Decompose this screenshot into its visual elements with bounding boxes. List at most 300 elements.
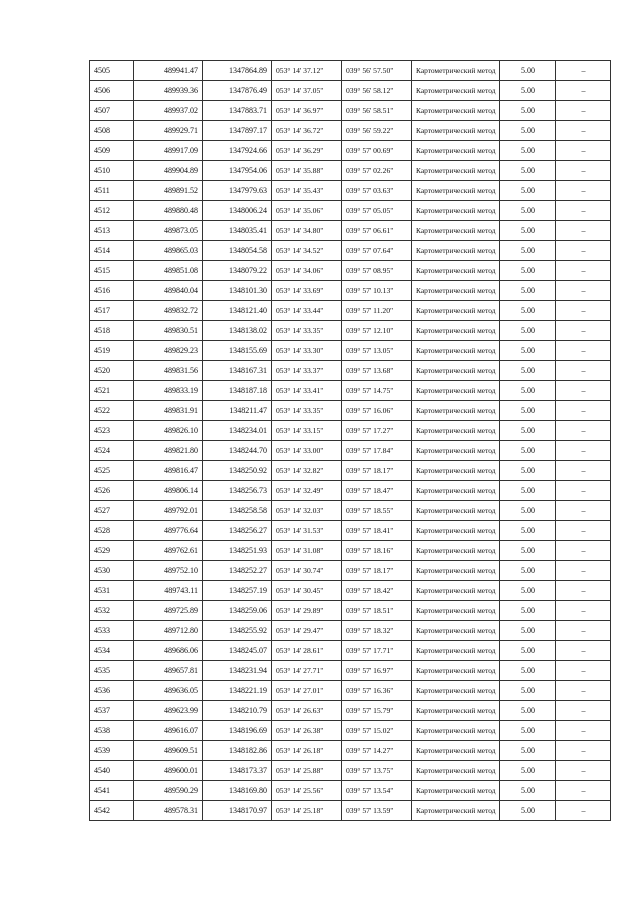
table-row [90,401,611,421]
note-cell: – [556,501,611,521]
latitude-cell: 053° 14' 33.37" [272,361,342,381]
latitude-cell: 053° 14' 28.61" [272,641,342,661]
x-coordinate-cell: 489937.02 [134,101,203,121]
x-coordinate-cell: 489616.07 [134,721,203,741]
note-cell: – [556,641,611,661]
note-cell: – [556,761,611,781]
error-cell: 5.00 [500,701,556,721]
table-row [90,261,611,281]
note-cell: – [556,401,611,421]
x-coordinate-cell: 489941.47 [134,61,203,81]
x-coordinate-cell: 489636.05 [134,681,203,701]
longitude-cell: 039° 57' 18.47" [342,481,412,501]
point-number-cell: 4542 [90,801,134,821]
longitude-cell: 039° 57' 14.75" [342,381,412,401]
error-cell: 5.00 [500,361,556,381]
x-coordinate-cell: 489880.48 [134,201,203,221]
y-coordinate-cell: 1348250.92 [203,461,272,481]
method-cell: Картометрический метод [412,481,500,501]
x-coordinate-cell: 489600.01 [134,761,203,781]
point-number-cell: 4541 [90,781,134,801]
point-number-cell: 4531 [90,581,134,601]
note-cell: – [556,161,611,181]
error-cell: 5.00 [500,261,556,281]
method-cell: Картометрический метод [412,401,500,421]
longitude-cell: 039° 57' 11.20" [342,301,412,321]
note-cell: – [556,581,611,601]
method-cell: Картометрический метод [412,761,500,781]
note-cell: – [556,701,611,721]
point-number-cell: 4527 [90,501,134,521]
table-row [90,701,611,721]
point-number-cell: 4529 [90,541,134,561]
point-number-cell: 4524 [90,441,134,461]
error-cell: 5.00 [500,501,556,521]
method-cell: Картометрический метод [412,181,500,201]
longitude-cell: 039° 56' 58.12" [342,81,412,101]
latitude-cell: 053° 14' 31.08" [272,541,342,561]
longitude-cell: 039° 57' 13.59" [342,801,412,821]
error-cell: 5.00 [500,801,556,821]
longitude-cell: 039° 56' 57.50" [342,61,412,81]
table-row [90,341,611,361]
method-cell: Картометрический метод [412,501,500,521]
latitude-cell: 053° 14' 35.88" [272,161,342,181]
table-row [90,641,611,661]
x-coordinate-cell: 489806.14 [134,481,203,501]
longitude-cell: 039° 57' 10.13" [342,281,412,301]
error-cell: 5.00 [500,121,556,141]
y-coordinate-cell: 1347864.89 [203,61,272,81]
latitude-cell: 053° 14' 25.88" [272,761,342,781]
y-coordinate-cell: 1348101.30 [203,281,272,301]
latitude-cell: 053° 14' 35.43" [272,181,342,201]
error-cell: 5.00 [500,161,556,181]
error-cell: 5.00 [500,621,556,641]
method-cell: Картометрический метод [412,81,500,101]
x-coordinate-cell: 489725.89 [134,601,203,621]
longitude-cell: 039° 57' 14.27" [342,741,412,761]
latitude-cell: 053° 14' 33.35" [272,321,342,341]
y-coordinate-cell: 1348079.22 [203,261,272,281]
error-cell: 5.00 [500,601,556,621]
longitude-cell: 039° 57' 18.51" [342,601,412,621]
x-coordinate-cell: 489831.56 [134,361,203,381]
point-number-cell: 4530 [90,561,134,581]
error-cell: 5.00 [500,541,556,561]
error-cell: 5.00 [500,421,556,441]
note-cell: – [556,101,611,121]
table-row [90,421,611,441]
y-coordinate-cell: 1348258.58 [203,501,272,521]
longitude-cell: 039° 57' 15.02" [342,721,412,741]
longitude-cell: 039° 57' 18.17" [342,461,412,481]
x-coordinate-cell: 489891.52 [134,181,203,201]
method-cell: Картометрический метод [412,381,500,401]
y-coordinate-cell: 1348211.47 [203,401,272,421]
method-cell: Картометрический метод [412,101,500,121]
longitude-cell: 039° 57' 16.97" [342,661,412,681]
latitude-cell: 053° 14' 31.53" [272,521,342,541]
x-coordinate-cell: 489821.80 [134,441,203,461]
note-cell: – [556,621,611,641]
latitude-cell: 053° 14' 36.72" [272,121,342,141]
y-coordinate-cell: 1347897.17 [203,121,272,141]
error-cell: 5.00 [500,241,556,261]
longitude-cell: 039° 57' 13.75" [342,761,412,781]
error-cell: 5.00 [500,281,556,301]
table-row [90,781,611,801]
y-coordinate-cell: 1348259.06 [203,601,272,621]
error-cell: 5.00 [500,441,556,461]
y-coordinate-cell: 1348256.27 [203,521,272,541]
point-number-cell: 4509 [90,141,134,161]
point-number-cell: 4508 [90,121,134,141]
error-cell: 5.00 [500,521,556,541]
table-row [90,121,611,141]
note-cell: – [556,661,611,681]
y-coordinate-cell: 1348221.19 [203,681,272,701]
x-coordinate-cell: 489929.71 [134,121,203,141]
point-number-cell: 4513 [90,221,134,241]
latitude-cell: 053° 14' 26.18" [272,741,342,761]
x-coordinate-cell: 489904.89 [134,161,203,181]
point-number-cell: 4512 [90,201,134,221]
point-number-cell: 4540 [90,761,134,781]
longitude-cell: 039° 57' 07.64" [342,241,412,261]
longitude-cell: 039° 57' 12.10" [342,321,412,341]
note-cell: – [556,221,611,241]
x-coordinate-cell: 489826.10 [134,421,203,441]
error-cell: 5.00 [500,181,556,201]
note-cell: – [556,301,611,321]
longitude-cell: 039° 56' 59.22" [342,121,412,141]
table-row [90,501,611,521]
x-coordinate-cell: 489762.61 [134,541,203,561]
y-coordinate-cell: 1348167.31 [203,361,272,381]
latitude-cell: 053° 14' 37.12" [272,61,342,81]
error-cell: 5.00 [500,561,556,581]
table-row [90,221,611,241]
note-cell: – [556,521,611,541]
error-cell: 5.00 [500,101,556,121]
latitude-cell: 053° 14' 33.41" [272,381,342,401]
longitude-cell: 039° 57' 06.61" [342,221,412,241]
method-cell: Картометрический метод [412,361,500,381]
method-cell: Картометрический метод [412,581,500,601]
x-coordinate-cell: 489939.36 [134,81,203,101]
y-coordinate-cell: 1348169.80 [203,781,272,801]
method-cell: Картометрический метод [412,461,500,481]
table-row [90,281,611,301]
table-row [90,81,611,101]
x-coordinate-cell: 489578.31 [134,801,203,821]
table-row [90,141,611,161]
x-coordinate-cell: 489833.19 [134,381,203,401]
point-number-cell: 4523 [90,421,134,441]
error-cell: 5.00 [500,141,556,161]
error-cell: 5.00 [500,201,556,221]
latitude-cell: 053° 14' 34.80" [272,221,342,241]
note-cell: – [556,421,611,441]
table-row [90,241,611,261]
table-body [90,61,611,821]
note-cell: – [556,201,611,221]
table-row [90,681,611,701]
x-coordinate-cell: 489712.80 [134,621,203,641]
note-cell: – [556,721,611,741]
y-coordinate-cell: 1348035.41 [203,221,272,241]
point-number-cell: 4505 [90,61,134,81]
latitude-cell: 053° 14' 33.69" [272,281,342,301]
latitude-cell: 053° 14' 33.15" [272,421,342,441]
note-cell: – [556,481,611,501]
longitude-cell: 039° 57' 18.32" [342,621,412,641]
table-row [90,101,611,121]
error-cell: 5.00 [500,301,556,321]
y-coordinate-cell: 1348255.92 [203,621,272,641]
error-cell: 5.00 [500,781,556,801]
method-cell: Картометрический метод [412,301,500,321]
error-cell: 5.00 [500,401,556,421]
latitude-cell: 053° 14' 27.01" [272,681,342,701]
y-coordinate-cell: 1348121.40 [203,301,272,321]
latitude-cell: 053° 14' 37.05" [272,81,342,101]
error-cell: 5.00 [500,321,556,341]
table-row [90,661,611,681]
latitude-cell: 053° 14' 35.06" [272,201,342,221]
latitude-cell: 053° 14' 32.03" [272,501,342,521]
note-cell: – [556,181,611,201]
table-row [90,481,611,501]
method-cell: Картометрический метод [412,561,500,581]
latitude-cell: 053° 14' 33.44" [272,301,342,321]
method-cell: Картометрический метод [412,221,500,241]
latitude-cell: 053° 14' 30.45" [272,581,342,601]
error-cell: 5.00 [500,761,556,781]
note-cell: – [556,61,611,81]
method-cell: Картометрический метод [412,321,500,341]
method-cell: Картометрический метод [412,441,500,461]
table-row [90,761,611,781]
error-cell: 5.00 [500,221,556,241]
table-row [90,61,611,81]
y-coordinate-cell: 1348182.86 [203,741,272,761]
method-cell: Картометрический метод [412,801,500,821]
latitude-cell: 053° 14' 33.00" [272,441,342,461]
table-row [90,201,611,221]
error-cell: 5.00 [500,461,556,481]
longitude-cell: 039° 57' 13.54" [342,781,412,801]
x-coordinate-cell: 489829.23 [134,341,203,361]
note-cell: – [556,281,611,301]
point-number-cell: 4518 [90,321,134,341]
y-coordinate-cell: 1347924.66 [203,141,272,161]
y-coordinate-cell: 1348155.69 [203,341,272,361]
note-cell: – [556,361,611,381]
method-cell: Картометрический метод [412,681,500,701]
y-coordinate-cell: 1348252.27 [203,561,272,581]
longitude-cell: 039° 57' 17.27" [342,421,412,441]
error-cell: 5.00 [500,481,556,501]
latitude-cell: 053° 14' 36.29" [272,141,342,161]
longitude-cell: 039° 57' 17.71" [342,641,412,661]
latitude-cell: 053° 14' 32.82" [272,461,342,481]
x-coordinate-cell: 489609.51 [134,741,203,761]
point-number-cell: 4539 [90,741,134,761]
point-number-cell: 4528 [90,521,134,541]
latitude-cell: 053° 14' 27.71" [272,661,342,681]
x-coordinate-cell: 489831.91 [134,401,203,421]
point-number-cell: 4515 [90,261,134,281]
method-cell: Картометрический метод [412,161,500,181]
longitude-cell: 039° 56' 58.51" [342,101,412,121]
longitude-cell: 039° 57' 15.79" [342,701,412,721]
note-cell: – [556,461,611,481]
point-number-cell: 4521 [90,381,134,401]
longitude-cell: 039° 57' 18.41" [342,521,412,541]
point-number-cell: 4510 [90,161,134,181]
y-coordinate-cell: 1348257.19 [203,581,272,601]
note-cell: – [556,441,611,461]
x-coordinate-cell: 489851.08 [134,261,203,281]
method-cell: Картометрический метод [412,201,500,221]
error-cell: 5.00 [500,741,556,761]
x-coordinate-cell: 489816.47 [134,461,203,481]
point-number-cell: 4522 [90,401,134,421]
point-number-cell: 4536 [90,681,134,701]
latitude-cell: 053° 14' 29.47" [272,621,342,641]
x-coordinate-cell: 489840.04 [134,281,203,301]
point-number-cell: 4538 [90,721,134,741]
point-number-cell: 4534 [90,641,134,661]
note-cell: – [556,741,611,761]
note-cell: – [556,681,611,701]
x-coordinate-cell: 489873.05 [134,221,203,241]
longitude-cell: 039° 57' 18.16" [342,541,412,561]
point-number-cell: 4516 [90,281,134,301]
y-coordinate-cell: 1348187.18 [203,381,272,401]
longitude-cell: 039° 57' 05.05" [342,201,412,221]
point-number-cell: 4520 [90,361,134,381]
method-cell: Картометрический метод [412,621,500,641]
method-cell: Картометрический метод [412,521,500,541]
point-number-cell: 4511 [90,181,134,201]
y-coordinate-cell: 1348251.93 [203,541,272,561]
latitude-cell: 053° 14' 26.63" [272,701,342,721]
table-row [90,161,611,181]
method-cell: Картометрический метод [412,121,500,141]
y-coordinate-cell: 1348170.97 [203,801,272,821]
error-cell: 5.00 [500,581,556,601]
x-coordinate-cell: 489917.09 [134,141,203,161]
table-row [90,521,611,541]
y-coordinate-cell: 1347883.71 [203,101,272,121]
method-cell: Картометрический метод [412,641,500,661]
note-cell: – [556,381,611,401]
x-coordinate-cell: 489865.03 [134,241,203,261]
note-cell: – [556,601,611,621]
table-row [90,801,611,821]
method-cell: Картометрический метод [412,741,500,761]
latitude-cell: 053° 14' 25.56" [272,781,342,801]
table-row [90,621,611,641]
note-cell: – [556,341,611,361]
note-cell: – [556,801,611,821]
latitude-cell: 053° 14' 33.35" [272,401,342,421]
table-row [90,321,611,341]
x-coordinate-cell: 489623.99 [134,701,203,721]
note-cell: – [556,241,611,261]
latitude-cell: 053° 14' 26.38" [272,721,342,741]
y-coordinate-cell: 1348196.69 [203,721,272,741]
error-cell: 5.00 [500,641,556,661]
table-row [90,441,611,461]
method-cell: Картометрический метод [412,541,500,561]
point-number-cell: 4525 [90,461,134,481]
latitude-cell: 053° 14' 30.74" [272,561,342,581]
point-number-cell: 4532 [90,601,134,621]
longitude-cell: 039° 57' 03.63" [342,181,412,201]
error-cell: 5.00 [500,81,556,101]
longitude-cell: 039° 57' 00.69" [342,141,412,161]
point-number-cell: 4535 [90,661,134,681]
method-cell: Картометрический метод [412,281,500,301]
latitude-cell: 053° 14' 34.06" [272,261,342,281]
longitude-cell: 039° 57' 08.95" [342,261,412,281]
latitude-cell: 053° 14' 29.89" [272,601,342,621]
error-cell: 5.00 [500,381,556,401]
note-cell: – [556,261,611,281]
longitude-cell: 039° 57' 18.17" [342,561,412,581]
longitude-cell: 039° 57' 18.55" [342,501,412,521]
table-row [90,741,611,761]
table-row [90,301,611,321]
point-number-cell: 4526 [90,481,134,501]
table-row [90,541,611,561]
latitude-cell: 053° 14' 34.52" [272,241,342,261]
x-coordinate-cell: 489657.81 [134,661,203,681]
point-number-cell: 4519 [90,341,134,361]
longitude-cell: 039° 57' 02.26" [342,161,412,181]
y-coordinate-cell: 1348244.70 [203,441,272,461]
longitude-cell: 039° 57' 18.42" [342,581,412,601]
y-coordinate-cell: 1348256.73 [203,481,272,501]
error-cell: 5.00 [500,341,556,361]
point-number-cell: 4507 [90,101,134,121]
note-cell: – [556,541,611,561]
y-coordinate-cell: 1347954.06 [203,161,272,181]
latitude-cell: 053° 14' 36.97" [272,101,342,121]
x-coordinate-cell: 489830.51 [134,321,203,341]
longitude-cell: 039° 57' 16.36" [342,681,412,701]
latitude-cell: 053° 14' 25.18" [272,801,342,821]
longitude-cell: 039° 57' 13.05" [342,341,412,361]
x-coordinate-cell: 489792.01 [134,501,203,521]
method-cell: Картометрический метод [412,721,500,741]
method-cell: Картометрический метод [412,601,500,621]
method-cell: Картометрический метод [412,261,500,281]
table-row [90,561,611,581]
method-cell: Картометрический метод [412,61,500,81]
table-row [90,721,611,741]
error-cell: 5.00 [500,721,556,741]
table-row [90,181,611,201]
y-coordinate-cell: 1348210.79 [203,701,272,721]
table-row [90,381,611,401]
method-cell: Картометрический метод [412,661,500,681]
x-coordinate-cell: 489832.72 [134,301,203,321]
